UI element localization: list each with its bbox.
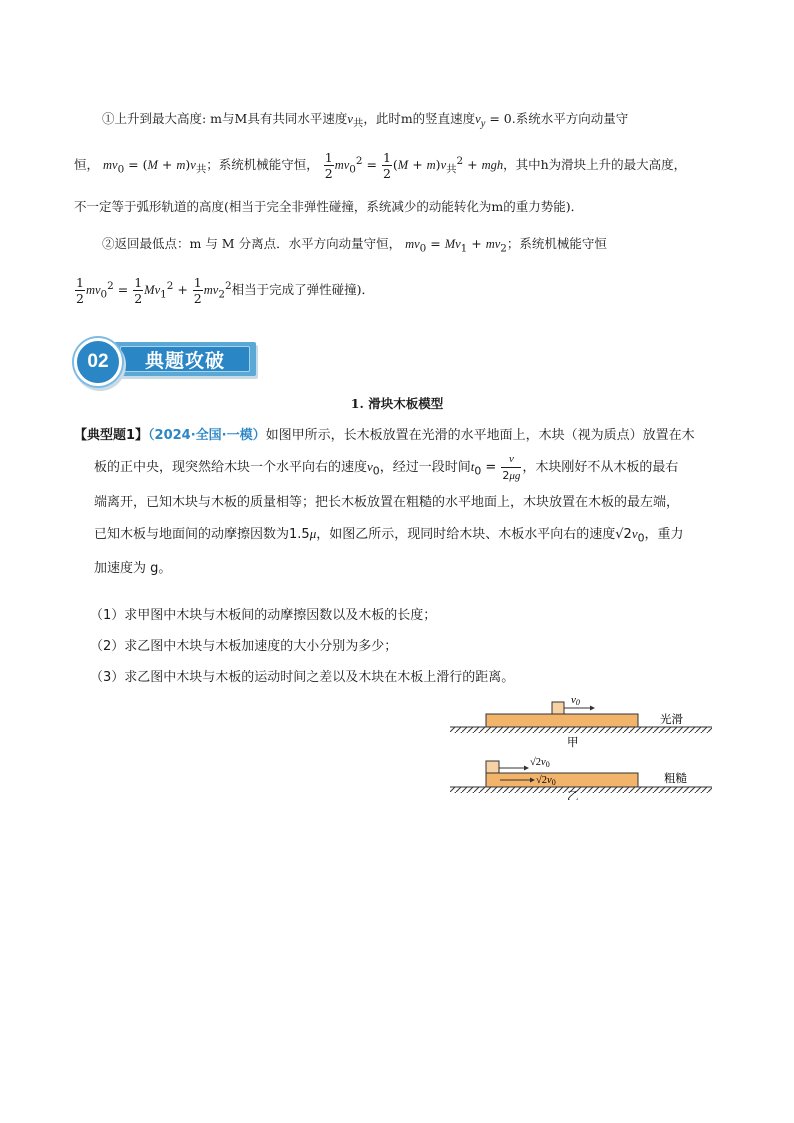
intro-text: .系统水平方向动量守 [511, 111, 629, 126]
question-text: ，木块刚好不从木板的最右 [522, 460, 679, 475]
badge-number: 02 [74, 338, 122, 386]
label-smooth: 光滑 [660, 712, 683, 726]
label-sqrt2v0-block: √2v0 [530, 757, 550, 769]
intro-text: ；系统机械能守恒， [206, 156, 319, 172]
question-text: ，如图乙所示，现同时给木块、木板水平向右的速度 [316, 526, 616, 542]
block-yi [486, 761, 499, 773]
question-line-2: 板的正中央，现突然给木块一个水平向右的速度$v_0$，经过一段时间$t_0$ = $\frac{v}{2\mu g}$ ，木块刚好不从木板的最右 [94, 452, 679, 482]
subscript: 共 [352, 117, 364, 130]
intro-line-3: 不一定等于弧形轨道的高度(相当于完全非弹性碰撞，系统减少的动能转化为m的重力势能)． [74, 199, 584, 215]
question-text: 板的正中央，现突然给木块一个水平向右的速度 [94, 460, 368, 475]
question-block [74, 420, 730, 584]
question-text: 已知木板与地面间的动摩擦因数为 [94, 526, 290, 542]
label-sqrt2v0-board: √2v0 [536, 775, 556, 787]
ground-hatch [450, 787, 712, 793]
intro-text: 恒， [74, 156, 100, 172]
intro-text: 相当于完成了弹性碰撞)． [231, 281, 374, 297]
intro-text: ，此时m的竖直速度 [363, 111, 476, 126]
label-jia: 甲 [567, 735, 579, 749]
arrowhead [590, 706, 595, 711]
block-jia [552, 702, 564, 714]
intro-paragraph [74, 100, 724, 313]
sub-question-3: （3）求乙图中木块与木板的运动时间之差以及木块在木板上滑行的距离。 [90, 670, 515, 685]
intro-text: ，其中h为滑块上升的最大高度， [503, 156, 687, 172]
figure-jia [450, 694, 712, 749]
question-line-3: 端离开，已知木块与木板的质量相等；把长木板放置在粗糙的水平地面上，木块放置在木板的最左端， [94, 494, 680, 510]
label-yi: 乙 [567, 789, 579, 800]
question-source: （2024·全国·一模） [148, 428, 266, 443]
label-v0: v0 [571, 694, 580, 707]
board-jia [486, 714, 638, 727]
intro-line-1: ①上升到最大高度: m与M具有共同水平速度$v_共$，此时m的竖直速度$v_y = 0$.系统水平方向动量守 [102, 111, 629, 130]
intro-line-4: ②返回最低点：m 与 M 分离点．水平方向动量守恒， $mv_0 = Mv_1 + mv_2$；系统机械能守恒 [102, 236, 607, 255]
sub-question-1: （1）求甲图中木块与木板间的动摩擦因数以及木板的长度； [90, 608, 437, 623]
figure-yi [450, 756, 712, 800]
question-line-5: 加速度为 g。 [94, 561, 172, 577]
label-rough: 粗糙 [664, 771, 687, 785]
badge-bar [114, 342, 256, 376]
question-line-4: 已知木板与地面间的动摩擦因数为1.5μ，如图乙所示，现同时给木块、木板水平向右的速度$√2v_0$，重力 [94, 525, 684, 545]
ground-hatch [450, 727, 712, 733]
badge-title: 典题攻破 [120, 346, 250, 372]
physics-figure [450, 690, 730, 800]
arrowhead [524, 766, 529, 771]
intro-text: ；系统机械能守恒 [506, 236, 607, 252]
intro-line-5: $\frac{1}{2}$ $mv_0^2$ = $\frac{1}{2}$ $Mv_1^2$ + $\frac{1}{2}$ $mv_2^2$相当于完成了弹性碰撞)． [76, 274, 374, 306]
sub-question-2: （2）求乙图中木块与木板加速度的大小分别为多少； [90, 639, 398, 654]
question-line-1 [74, 420, 730, 451]
question-text: 如图甲所示，长木板放置在光滑的水平地面上，木块（视为质点）放置在木 [265, 428, 695, 443]
intro-text: ②返回最低点：m 与 M 分离点．水平方向动量守恒， [102, 236, 402, 252]
question-text: ，经过一段时间 [379, 460, 471, 475]
intro-text: ①上升到最大高度: m与M具有共同水平速度 [102, 111, 348, 126]
question-tag: 【典型题1】 [74, 428, 149, 443]
section-title: 1. 滑块木板模型 [350, 396, 444, 411]
intro-line-2: 恒， $mv_0 = (M + m)v_共$；系统机械能守恒， $\frac{1}{2}$ $mv_0^2$ = $\frac{1}{2}$ $(M + m)v_共^2$ + mgh，其中h为滑块上升的最大高度， [74, 149, 687, 181]
question-text: ，重力 [644, 526, 684, 542]
section-badge [74, 338, 264, 382]
